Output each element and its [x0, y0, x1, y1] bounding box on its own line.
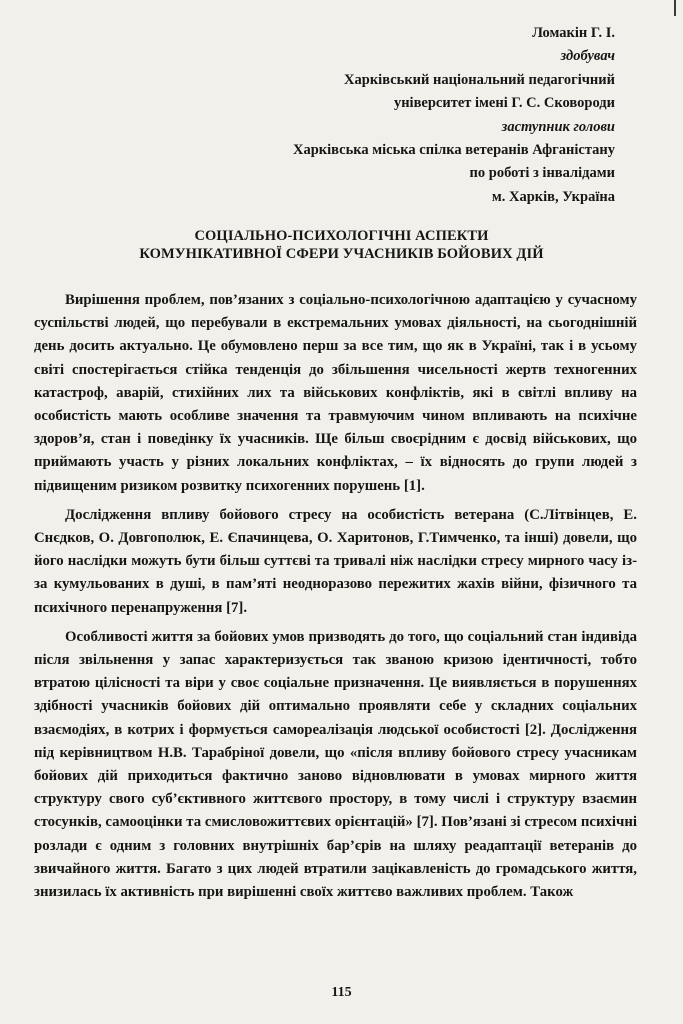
- article-title: [60, 227, 623, 263]
- author-position-role: заступник голови: [501, 118, 615, 135]
- author-block: [293, 22, 615, 209]
- author-name: Ломакін Г. І.: [532, 25, 615, 41]
- body-paragraph: Дослідження впливу бойового стресу на особистість ветерана (С.Літвінцев, Е. Снєдков, О. Довгополюк, Е. Єпачинцева, О. Харитонов, Г.Тимченко, та інші) довели, що його наслідки можуть бути більш суттєві та тривалі ніж наслідки стресу мирного часу із-за кумульованих в душі, в пам’яті неодноразово пережитих жахів війни, фізичного та психічного перенапруження [7].: [34, 506, 637, 616]
- article-title-line-2: КОМУНІКАТИВНОЇ СФЕРИ УЧАСНИКІВ БОЙОВИХ ДІЙ: [139, 246, 544, 262]
- scan-mark: [674, 0, 676, 16]
- affiliation-union-line-1: Харківська міська спілка ветеранів Афганістану: [292, 142, 615, 159]
- article-body: [34, 289, 637, 910]
- body-paragraph: Особливості життя за бойових умов призводять до того, що соціальний стан індивіда після звільнення у запас характеризується так званою кризою ідентичності, тобто втратою цілісності та віри у своє соціальне призначення. Це виявляється в порушеннях здібності учасників бойових дій оптимально проявляти себе у складних соціальних взаємодіях, в котрих і формується самореалізація людської особистості [2]. Дослідження під керівництвом Н.В. Тарабріної довели, що «після впливу бойового стресу учасникам бойових дій приходиться фактично заново відновлювати в умовах мирного життя структуру свого суб’єктивного життєвого простору, в тому числі і структуру взаємин стосунків, самооцінки та смисловожиттєвих орієнтацій» [7]. Пов’язані зі стресом психічні розлади є одним з головних внутрішніх бар’єрів на шляху реадаптації ветеранів до звичайного життя. Багато з цих людей втратили зацікавленість до громадського життя, знизилась їх активність при вирішенні своїх життєво важливих проблем. Також: [34, 628, 637, 901]
- page-number: 115: [331, 985, 352, 1000]
- affiliation-university-line-1: Харківський національний педагогічний: [344, 71, 615, 88]
- article-title-line-1: СОЦІАЛЬНО-ПСИХОЛОГІЧНІ АСПЕКТИ: [194, 228, 489, 244]
- affiliation-union-line-2: по роботі з інвалідами: [469, 165, 615, 182]
- body-paragraph: Вирішення проблем, пов’язаних з соціально-психологічною адаптацією у сучасному суспільстві людей, що перебували в екстремальних умовах діяльності, на сьогоднішній день досить актуально. Це обумовлено перш за все тим, що як в Україні, так і в усьому світі спостерігається стійка тенденція до збільшення чисельності жертв техногенних катастроф, аварій, стихійних лих та військових конфліктів, які в світлі впливу на особистість мають особливе значення та травмуючим чином впливають на психічне здоров’я, стан і поведінку їх учасників. Ще більш своєрідним є досвід військових, що приймають участь у різних локальних конфліктах, – їх відносять до групи людей з підвищеним ризиком розвитку психогенних порушень [1].: [34, 292, 637, 494]
- affiliation-university-line-2: університет імені Г. С. Сковороди: [393, 95, 615, 112]
- author-city: м. Харків, Україна: [491, 188, 615, 205]
- author-degree-role: здобувач: [560, 48, 615, 65]
